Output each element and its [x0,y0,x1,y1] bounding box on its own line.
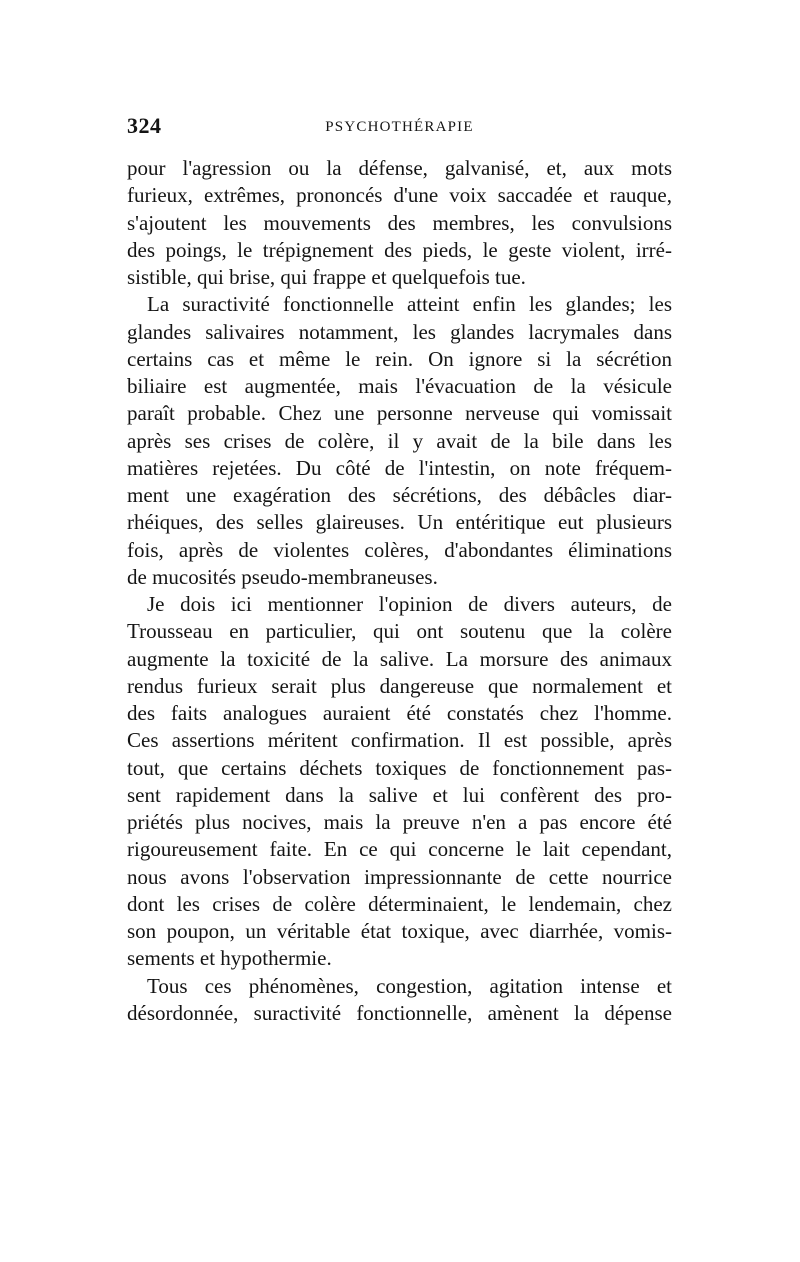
text-line: La suractivité fonctionnelle atteint enfin les glandes; les [147,292,672,317]
text-line: paraît probable. Chez une personne nerveuse qui vomissait [127,401,672,426]
text-line: s'ajoutent les mouvements des membres, les convulsions [127,210,672,235]
text-line: nous avons l'observation impressionnante de cette nourrice [127,864,672,889]
text-line: désordonnée, suractivité fonctionnelle, amènent la dépense [127,1000,672,1025]
text-line: certains cas et même le rein. On ignore si la sécrétion [127,346,672,371]
text-line: rendus furieux serait plus dangereuse que normalement et [127,673,672,698]
text-line: sements et hypothermie. [127,946,332,971]
text-line: des faits analogues auraient été constatés chez l'homme. [127,701,672,725]
text-line: pour l'agression ou la défense, galvanisé, et, aux mots [127,156,672,180]
text-line: tout, que certains déchets toxiques de fonctionnement pas- [127,755,672,780]
running-head [127,113,672,143]
text-line: Je dois ici mentionner l'opinion de divers auteurs, de [147,592,672,616]
text-line: Ces assertions méritent confirmation. Il est possible, après [127,728,672,753]
text-line: son poupon, un véritable état toxique, avec diarrhée, vomis- [127,919,672,943]
text-line: fois, après de violentes colères, d'abondantes éliminations [127,537,672,562]
text-line: Tous ces phénomènes, congestion, agitation intense et [147,973,672,998]
text-line: après ses crises de colère, il y avait de la bile dans les [127,428,672,453]
text-line: ment une exagération des sécrétions, des débâcles diar- [127,483,672,507]
text-line: Trousseau en particulier, qui ont soutenu que la colère [127,619,672,644]
text-line: augmente la toxicité de la salive. La morsure des animaux [127,646,672,671]
running-title: PSYCHOTHÉRAPIE [325,119,474,135]
text-line: dont les crises de colère déterminaient, le lendemain, chez [127,891,672,916]
text-line: sistible, qui brise, qui frappe et quelquefois tue. [127,265,526,289]
text-line: rhéiques, des selles glaireuses. Un entéritique eut plusieurs [127,510,672,535]
text-line: des poings, le trépignement des pieds, le geste violent, irré- [127,237,672,262]
page-number: 324 [127,113,162,138]
text-line: sent rapidement dans la salive et lui confèrent des pro- [127,782,672,807]
text-line: biliaire est augmentée, mais l'évacuation de la vésicule [127,374,672,398]
text-line: matières rejetées. Du côté de l'intestin, on note fréquem- [127,455,672,480]
text-line: rigoureusement faite. En ce qui concerne le lait cependant, [127,837,672,862]
text-line: priétés plus nocives, mais la preuve n'en a pas encore été [127,810,672,834]
body-text [127,155,672,1027]
text-line: furieux, extrêmes, prononcés d'une voix saccadée et rauque, [127,183,672,208]
text-line: glandes salivaires notamment, les glandes lacrymales dans [127,319,672,344]
text-line: de mucosités pseudo-membraneuses. [127,564,438,589]
